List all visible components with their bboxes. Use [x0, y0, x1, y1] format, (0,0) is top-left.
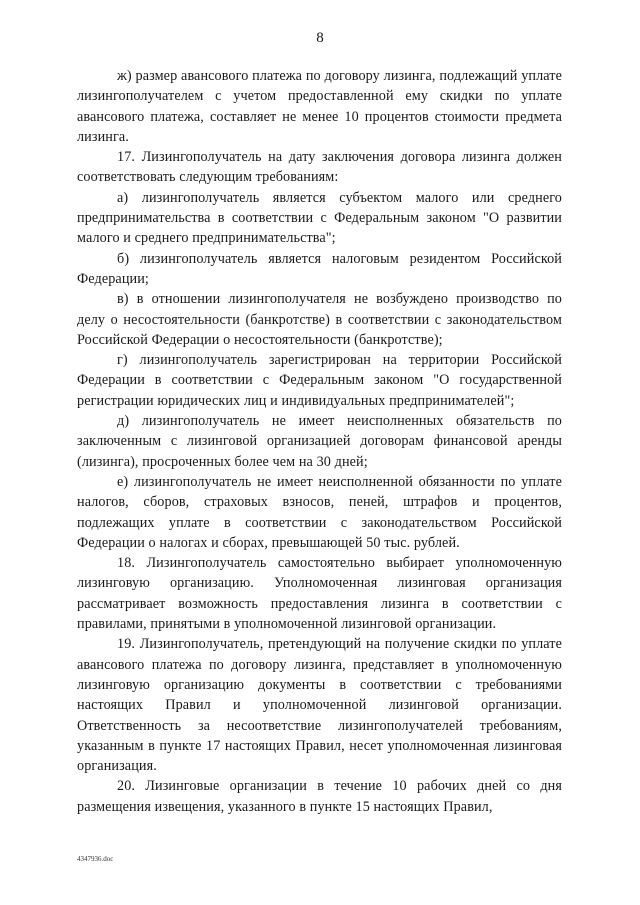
paragraph-17b: б) лизингополучатель является налоговым резидентом Российской Федерации; [77, 250, 562, 287]
paragraph-20: 20. Лизинговые организации в течение 10 рабочих дней со дня размещения извещения, указанного в пункте 15 настоящих Правил, [77, 778, 562, 815]
paragraph-17d: д) лизингополучатель не имеет неисполненных обязательств по заключенным с лизинговой организацией договорам финансовой аренды (лизинга), просроченных более чем на 30 дней; [77, 413, 562, 470]
paragraph-17v: в) в отношении лизингополучателя не возбуждено производство по делу о несостоятельности (банкротстве) в соответствии с законодательством Российской Федерации о несостоятельности (банкротстве); [77, 291, 562, 348]
paragraph-17: 17. Лизингополучатель на дату заключения договора лизинга должен соответствовать следующим требованиям: [77, 149, 562, 186]
paragraph-17g: г) лизингополучатель зарегистрирован на территории Российской Федерации в соответствии с Федеральным законом "О государственной регистрации юридических лиц и индивидуальных предпринимателей"; [77, 352, 562, 409]
paragraph-19: 19. Лизингополучатель, претендующий на получение скидки по уплате авансового платежа по договору лизинга, представляет в уполномоченную лизинговую организацию документы в соответствии с требованиями настоящих Правил и уполномоченной лизинговой организации. Ответственность за несоответствие лизингополучателей требованиям, указанным в пункте 17 настоящих Правил, несет уполномоченная лизинговая организация. [77, 636, 562, 775]
page-number: 8 [316, 30, 324, 46]
paragraph-zh: ж) размер авансового платежа по договору лизинга, подлежащий уплате лизингополучателем с учетом предоставленной ему скидки по уплате авансового платежа, составляет не менее 10 процентов стоимости предмета лизинга. [77, 68, 562, 145]
paragraph-17a: а) лизингополучатель является субъектом малого или среднего предпринимательства в соответствии с Федеральным законом "О развитии малого и среднего предпринимательства"; [77, 189, 562, 247]
paragraph-18: 18. Лизингополучатель самостоятельно выбирает уполномоченную лизинговую организацию. Уполномоченная лизинговая организация рассматривает возможность предоставления лизинга в соответствии с правилами, принятыми в уполномоченной лизинговой организации. [77, 555, 562, 633]
document-body [77, 66, 562, 817]
paragraph-17e: е) лизингополучатель не имеет неисполненной обязанности по уплате налогов, сборов, страховых взносов, пеней, штрафов и процентов, подлежащих уплате в соответствии с законодательством Российской Федерации о налогах и сборах, превышающей 50 тыс. рублей. [77, 473, 562, 551]
document-footer: 4347936.doc [77, 855, 114, 863]
